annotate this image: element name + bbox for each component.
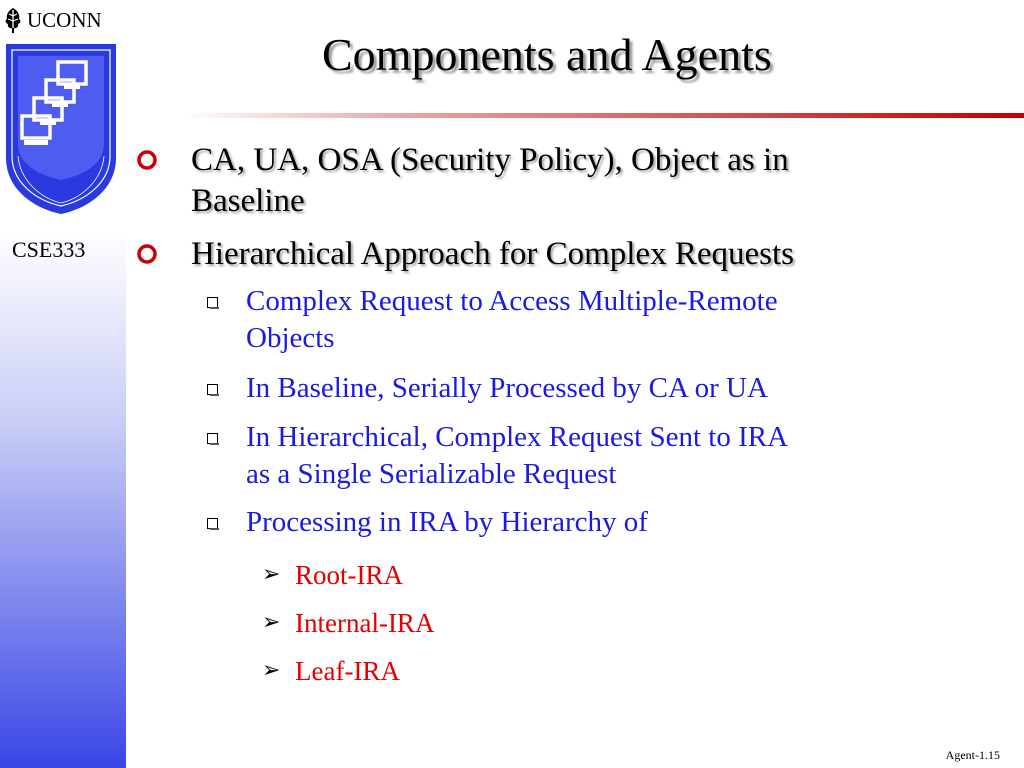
bullet-line: Processing in IRA by Hierarchy of xyxy=(246,506,648,538)
bullet-line: CA, UA, OSA (Security Policy), Object as in xyxy=(191,142,789,178)
course-code: CSE333 xyxy=(12,237,86,262)
page-label: Agent-1.15 xyxy=(945,748,1000,762)
title-divider xyxy=(128,113,1024,118)
bullet-text: Internal-IRA xyxy=(295,608,435,638)
bullet-item-level2 xyxy=(207,283,997,357)
bullet-item-level2 xyxy=(207,504,997,541)
sidebar xyxy=(0,0,126,768)
bullet-text xyxy=(246,504,648,541)
bullet-text xyxy=(191,234,794,275)
square-bullet-icon xyxy=(207,433,218,444)
bullet-line: In Baseline, Serially Processed by CA or UA xyxy=(246,372,768,404)
bullet-text: Leaf-IRA xyxy=(295,656,400,686)
university-name: UCONN xyxy=(27,7,102,32)
bullet-text xyxy=(246,283,778,357)
department-seal xyxy=(0,40,122,216)
bullet-text xyxy=(246,370,768,407)
bullet-line: as a Single Serializable Request xyxy=(246,458,617,490)
bullet-line: Hierarchical Approach for Complex Requests xyxy=(191,236,794,272)
arrowhead-bullet-icon: ➢ xyxy=(262,658,281,683)
bullet-line: Objects xyxy=(246,322,335,354)
computer-network-seal-icon xyxy=(0,40,122,216)
bullet-item-level2 xyxy=(207,419,997,493)
slide-title: Components and Agents xyxy=(322,29,772,80)
arrowhead-bullet-icon: ➢ xyxy=(262,562,281,587)
bullet-line: Baseline xyxy=(191,183,305,219)
square-bullet-icon xyxy=(207,518,218,529)
square-bullet-icon xyxy=(207,384,218,395)
bullet-line: In Hierarchical, Complex Request Sent to IRA xyxy=(246,421,789,453)
uconn-logo xyxy=(2,4,122,36)
oak-leaf-icon xyxy=(2,7,24,33)
bullet-item-level2 xyxy=(207,370,997,407)
bullet-text: Root-IRA xyxy=(295,560,403,590)
bullet-text xyxy=(246,419,788,493)
bullet-item-level1 xyxy=(136,140,966,222)
bullet-text xyxy=(191,140,789,222)
arrowhead-bullet-icon: ➢ xyxy=(262,610,281,635)
bullet-item-level1 xyxy=(136,234,966,275)
bullet-line: Complex Request to Access Multiple-Remote xyxy=(246,285,778,317)
round-bullet-icon xyxy=(136,149,158,171)
round-bullet-icon xyxy=(136,243,158,265)
square-bullet-icon xyxy=(207,297,218,308)
